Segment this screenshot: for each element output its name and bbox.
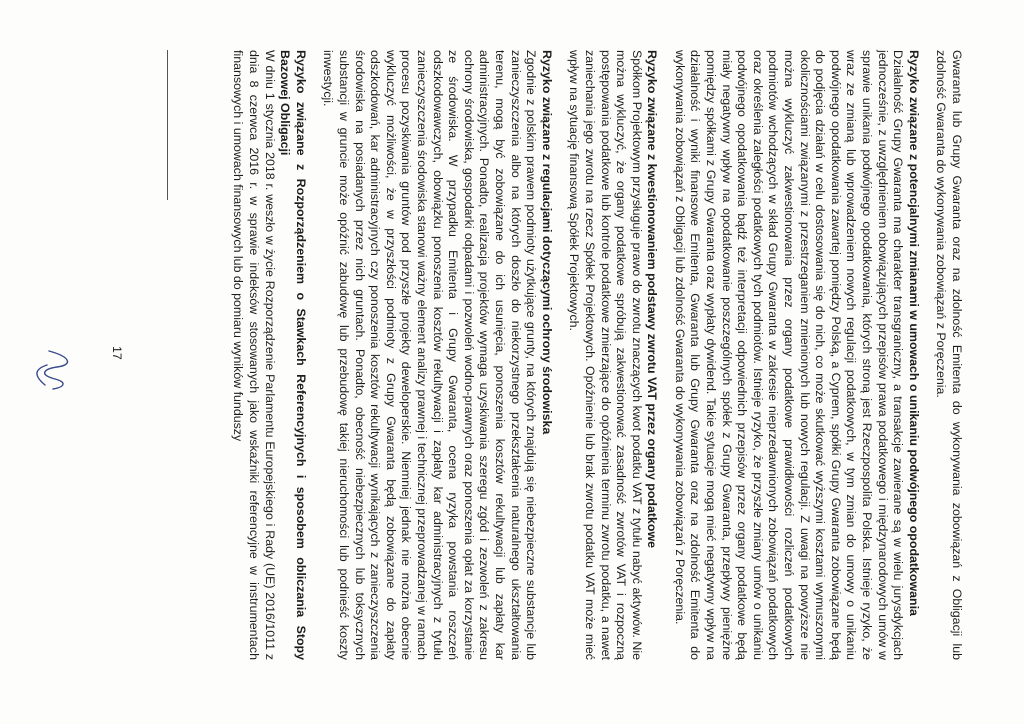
footnote-rule bbox=[167, 50, 168, 200]
section-body-environment: Zgodnie z polskim prawem podmioty użytkujące grunty, na których znajdują się niebezpieczne substancje lub zanieczyszczenia albo na których doszło do niekorzystnego przekształcenia naturalnego ukształtowania terenu, mogą być zobowiązane do ich usunięcia, ponoszenia kosztów rekultywacji lub zapłaty kar administracyjnych. Ponadto, realizacja projektów wymaga uzyskiwania szeregu zgód i zezwoleń z zakresu ochrony środowiska, gospodarki odpadami i pozwoleń wodno-prawnych oraz ponoszenia opłat za korzystanie ze środowiska. W przypadku Emitenta i Grupy Gwaranta, ocena ryzyka powstania roszczeń odszkodowawczych, obowiązku ponoszenia kosztów rekultywacji i zapłaty kar administracyjnych z tytułu zanieczyszczenia środowiska stanowi ważny element analizy prawnej i technicznej przeprowadzanej w ramach procesu pozyskiwania gruntów pod przyszłe projekty deweloperskie. Niemniej jednak nie można obecnie wykluczyć możliwości, że w przyszłości podmioty z Grupy Gwaranta będą zobowiązane do zapłaty odszkodowań, kar administracyjnych czy ponoszenia kosztów rekultywacji wynikających z zanieczyszczenia środowiska na posiadanych przez nich gruntach. Ponadto, obecność niebezpiecznych lub toksycznych substancji w gruncie może opóźnić zabudowę lub przebudowę takiej nieruchomości lub podnieść koszty inwestycji. bbox=[321, 50, 539, 660]
intro-paragraph: Gwaranta lub Grupy Gwaranta oraz na zdolność Emitenta do wykonywania zobowiązań z Obligacji lub zdolność Gwaranta do wykonywania zobowiązań z Poręczenia. bbox=[934, 50, 964, 660]
section-heading-environment: Ryzyko związane z regulacjami dotyczącymi ochrony środowiska bbox=[539, 50, 554, 435]
section-body-tax-treaties: Działalność Grupy Gwaranta ma charakter transgraniczny, a transakcje zawierane są w wielu jurysdykcjach jednocześnie, z uwzględnieniem obowiązujących przepisów prawa podatkowego i międzynarodowych umów w sprawie unikania podwójnego opodatkowania, których stroną jest Rzeczpospolita Polska. Istnieje ryzyko, że wraz ze zmianą lub wprowadzeniem nowych regulacji podatkowych, w tym zmian do umowy o unikaniu podwójnego opodatkowania zawartej pomiędzy Polską, a Cyprem, spółki Grupy Gwaranta zobowiązane będą do podjęcia działań w celu dostosowania się do nich, co może skutkować wyższymi kosztami wymuszonymi okolicznościami związanymi z przestrzeganiem zmienionych lub nowych regulacji. Z uwagi na powyższe nie można wykluczyć zakwestionowania przez organy podatkowe prawidłowości rozliczeń podatkowych podmiotów wchodzących w skład Grupy Gwaranta w zakresie nieprzedawnionych zobowiązań podatkowych oraz określenia zaległości podatkowych tych podmiotów. Istnieje ryzyko, że przyszłe zmiany umów o unikaniu podwójnego opodatkowania bądź też interpretacji odpowiednich przepisów przez organy podatkowe będą miały negatywny wpływ na opodatkowanie poszczególnych spółek z Grupy Gwaranta, przepływy pieniężne pomiędzy spółkami z Grupy Gwaranta oraz wypłaty dywidend. Takie sytuacje mogą mieć negatywny wpływ na działalność i wyniki finansowe Emitenta, Gwaranta lub Grupy Gwaranta oraz na zdolność Emitenta do wykonywania zobowiązań z Obligacji lub zdolność Gwaranta do wykonywania zobowiązań z Poręczenia. bbox=[672, 50, 906, 660]
section-body-benchmarks: W dniu 1 stycznia 2018 r. weszło w życie Rozporządzenie Parlamentu Europejskiego i Rady (UE) 2016/1011 z dnia 8 czerwca 2016 r. w sprawie indeksów stosowanych jako wskaźniki referencyjne w instrumentach finansowych i umowach finansowych lub do pomiaru wyników funduszy bbox=[231, 50, 277, 660]
section-heading-benchmarks: Ryzyko związane z Rozporządzeniem o Stawkach Referencyjnych i sposobem obliczania Stopy Bazowej Obligacji bbox=[278, 50, 308, 660]
section-heading-vat-refund: Ryzyko związane z kwestionowaniem podstawy zwrotu VAT przez organy podatkowe bbox=[645, 50, 660, 549]
page-number: 17 bbox=[110, 346, 124, 360]
section-heading-tax-treaties: Ryzyko związane z potencjalnymi zmianami w umowach o unikaniu podwójnego opodatkowania bbox=[906, 50, 921, 616]
section-body-vat-refund: Spółkom Projektowym przysługuje prawo do zwrotu znaczących kwot podatku VAT z tytułu nabyć aktywów. Nie można wykluczyć, że organy podatkowe spróbują zakwestionować zasadność zwrotów VAT i rozpoczną postępowania podatkowe lub kontrole podatkowe zmierzające do opóźnienia terminu zwrotu podatku, a nawet zaniechania jego zwrotu na rzecz Spółek Projektowych. Opóźnienie lub brak zwrotu podatku VAT może mieć wpływ na sytuację finansową Spółek Projektowych. bbox=[567, 50, 644, 660]
signature-initials-icon bbox=[29, 345, 79, 395]
page-content bbox=[218, 50, 964, 660]
